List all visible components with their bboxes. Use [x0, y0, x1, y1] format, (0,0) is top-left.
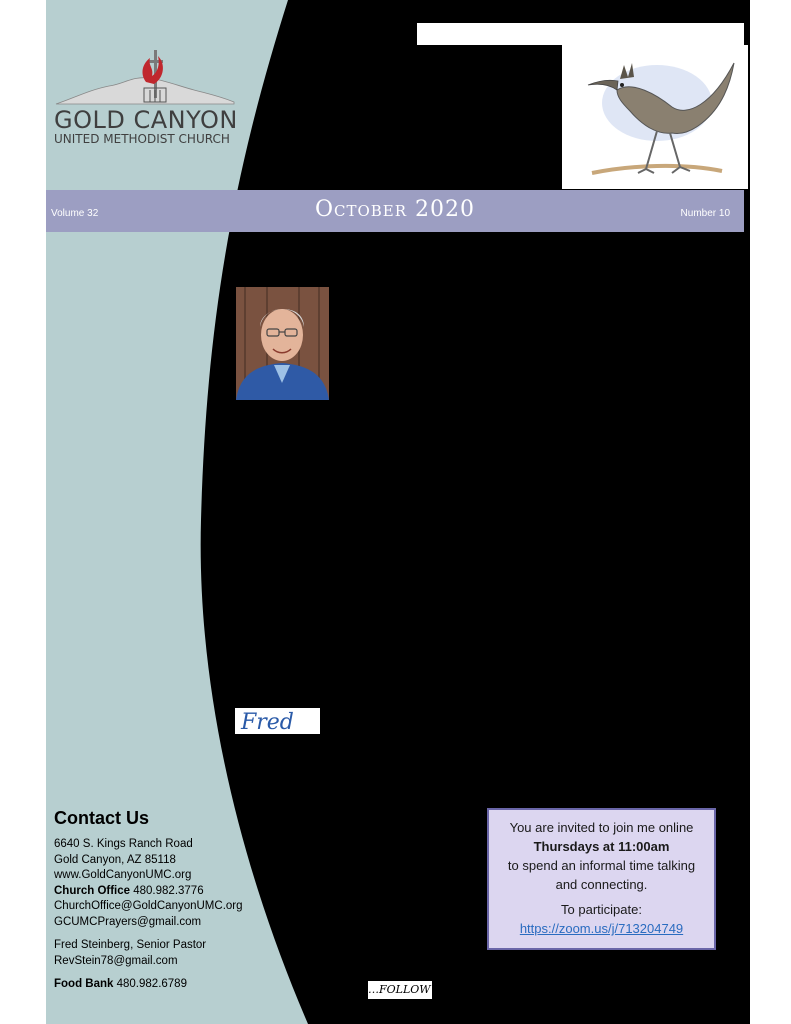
invite-line1: You are invited to join me online	[509, 820, 694, 835]
zoom-invite-box	[487, 808, 716, 950]
pastor-name: Fred Steinberg, Senior Pastor	[54, 939, 207, 951]
contact-heading: Contact Us	[54, 808, 150, 828]
roadrunner-illustration	[562, 45, 748, 189]
issue-title: October 2020	[314, 197, 476, 222]
website-link[interactable]: www.GoldCanyonUMC.org	[54, 869, 192, 881]
invite-line5: To participate:	[561, 902, 642, 917]
volume-label: Volume 32	[51, 208, 99, 219]
pastor-signature	[235, 708, 320, 734]
invite-line4: and connecting.	[555, 877, 648, 892]
issue-number-label: Number 10	[680, 208, 730, 219]
office-phone: 480.982.3776	[133, 884, 204, 897]
header-white-bar	[417, 23, 744, 45]
invite-line2: Thursdays at 11:00am	[533, 839, 670, 854]
follow-continuation: …FOLLOW	[368, 981, 432, 999]
mountain-icon	[56, 78, 234, 104]
church-name: GOLD CANYON	[54, 106, 238, 134]
invite-line3: to spend an informal time talking	[507, 858, 696, 873]
newsletter-page	[46, 0, 750, 1024]
pastor-email-link[interactable]: RevStein78@gmail.com	[54, 954, 178, 967]
foodbank-label: Food Bank	[54, 978, 114, 990]
signature-text: Fred	[241, 710, 294, 734]
office-email-link[interactable]: ChurchOffice@GoldCanyonUMC.org	[54, 900, 243, 912]
address-line2: Gold Canyon, AZ 85118	[54, 853, 176, 866]
pastor-photo	[236, 287, 329, 400]
foodbank-row	[54, 977, 243, 993]
church-subtitle: UNITED METHODIST CHURCH	[54, 132, 230, 146]
contact-section	[54, 808, 243, 993]
foodbank-phone: 480.982.6789	[116, 978, 187, 990]
office-label: Church Office	[54, 884, 131, 897]
prayers-email-link[interactable]: GCUMCPrayers@gmail.com	[54, 915, 202, 928]
office-phone-row	[54, 884, 243, 900]
address-line1: 6640 S. Kings Ranch Road	[54, 838, 193, 850]
zoom-link[interactable]: https://zoom.us/j/713204749	[519, 921, 684, 936]
issue-banner	[46, 190, 744, 232]
